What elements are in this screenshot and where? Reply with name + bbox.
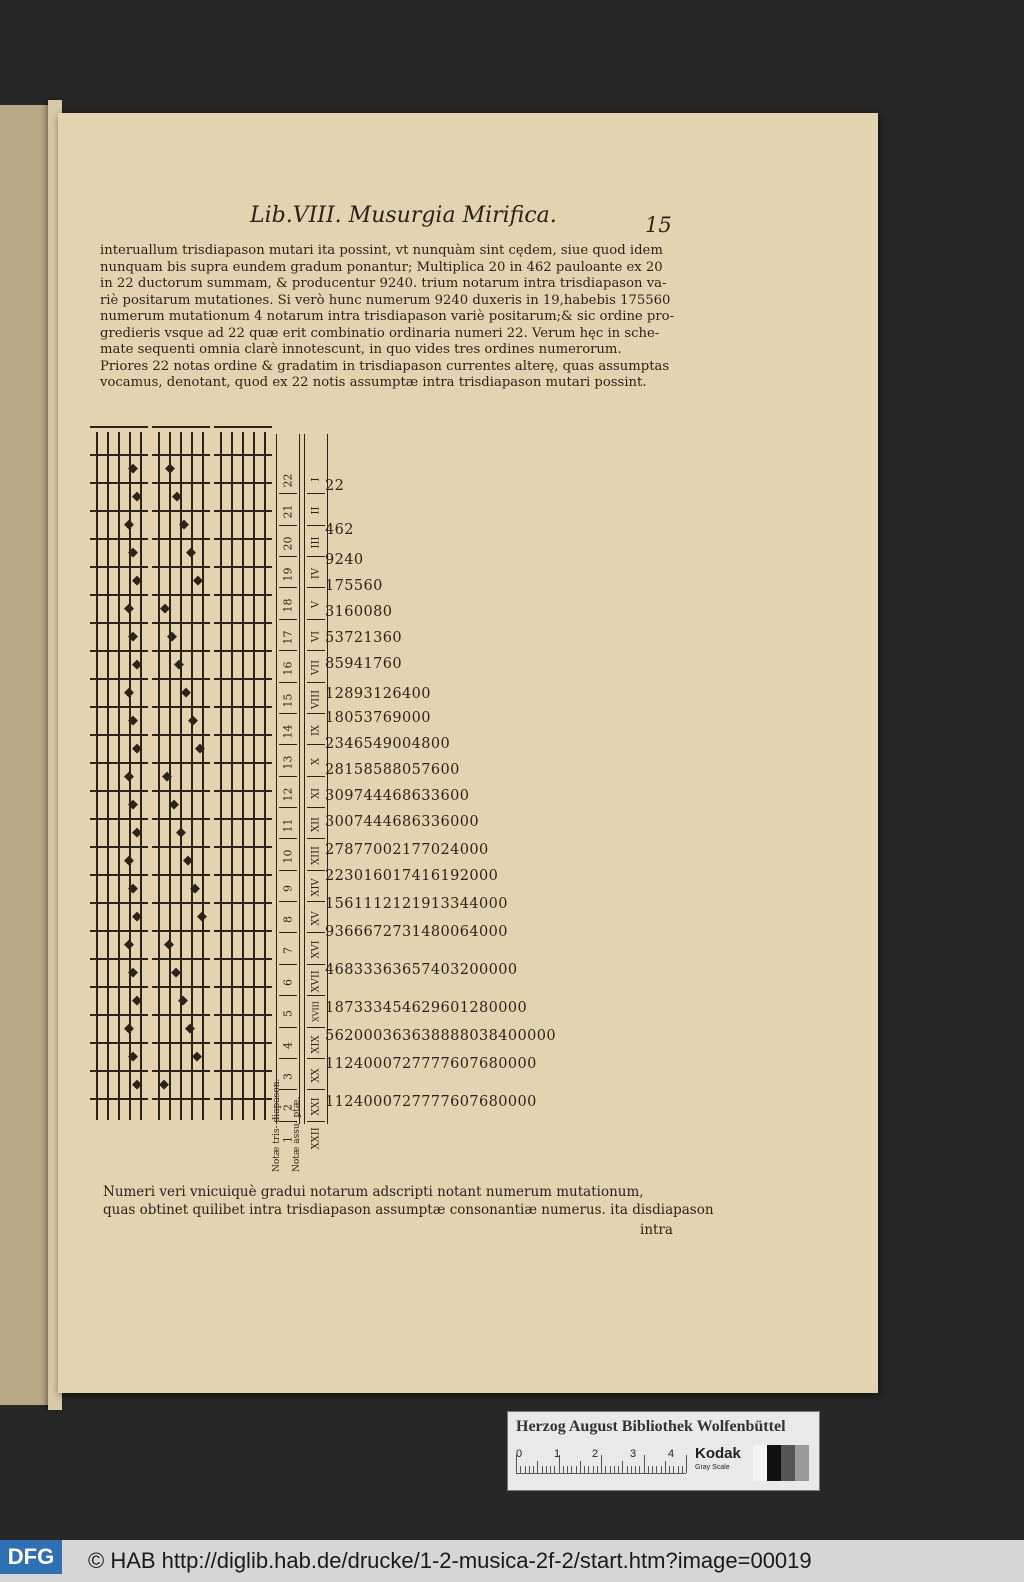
intro-line: in 22 ductorum summam, & producentur 9240. trium notarum intra trisdiapason va- — [100, 276, 667, 291]
note-glyph: ◆ — [190, 881, 200, 896]
row-separator — [307, 1027, 325, 1028]
staff-line — [118, 432, 120, 1120]
note-glyph: ◆ — [128, 461, 138, 476]
mutation-number: 2346549004800 — [325, 736, 451, 752]
note-glyph: ◆ — [160, 601, 170, 616]
dfg-logo: DFG — [0, 1540, 62, 1574]
note-glyph: ◆ — [183, 853, 193, 868]
ruler-label: 3 — [630, 1448, 637, 1460]
staff-line — [231, 432, 233, 1120]
staff-line — [96, 432, 98, 1120]
color-calibration-card — [507, 1411, 820, 1491]
row-separator — [279, 587, 297, 588]
row-separator — [279, 619, 297, 620]
trisdiapason-number: 22 — [281, 473, 295, 488]
ruler-label: 1 — [554, 1448, 561, 1460]
roman-numeral: XVIII — [311, 1001, 321, 1023]
ruler-tick — [614, 1466, 615, 1473]
note-glyph: ◆ — [128, 965, 138, 980]
row-separator — [307, 1058, 325, 1059]
ruler-tick — [537, 1461, 538, 1473]
note-glyph: ◆ — [192, 1049, 202, 1064]
staff-column-c — [214, 426, 272, 1126]
roman-numeral: VIII — [310, 689, 322, 709]
mutation-number: 223016017416192000 — [325, 868, 499, 884]
mutation-number: 53721360 — [325, 630, 403, 646]
roman-numeral: II — [310, 506, 322, 515]
note-glyph: ◆ — [176, 825, 186, 840]
ruler-tick — [656, 1466, 657, 1473]
row-separator — [307, 870, 325, 871]
row-separator — [279, 713, 297, 714]
note-glyph: ◆ — [124, 853, 134, 868]
roman-numeral: I — [310, 477, 322, 482]
mutation-number: 462 — [325, 522, 354, 538]
trisdiapason-number: 13 — [281, 755, 295, 770]
trisdiapason-number: 7 — [281, 947, 295, 955]
ruler-tick — [597, 1466, 598, 1473]
row-separator — [279, 838, 297, 839]
roman-numeral: IV — [310, 568, 322, 580]
ruler-tick — [571, 1466, 572, 1473]
library-name: Herzog August Bibliothek Wolfenbüttel — [516, 1418, 786, 1435]
note-glyph: ◆ — [124, 1021, 134, 1036]
gray-patch — [767, 1445, 781, 1481]
roman-numeral: VII — [310, 660, 322, 676]
trisdiapason-number: 8 — [281, 916, 295, 924]
intro-line: mate sequenti omnia clarè innotescunt, in quo vides tres ordines numerorum. — [100, 342, 622, 357]
column-footer-label: Notæ assu- ptæ. — [292, 1096, 302, 1172]
ruler-tick — [542, 1466, 543, 1473]
staff-line — [140, 432, 142, 1120]
note-glyph: ◆ — [165, 461, 175, 476]
row-separator — [307, 807, 325, 808]
trisdiapason-number: 19 — [281, 567, 295, 582]
mutation-number: 22 — [325, 478, 345, 494]
row-separator — [279, 932, 297, 933]
staff-line — [191, 432, 193, 1120]
row-separator — [307, 682, 325, 683]
ruler-tick — [525, 1466, 526, 1473]
note-glyph: ◆ — [174, 657, 184, 672]
staff-line — [220, 432, 222, 1120]
bottom-line: quas obtinet quilibet intra trisdiapason assumptæ consonantiæ numerus. ita disdiapason — [103, 1202, 714, 1218]
note-glyph: ◆ — [181, 685, 191, 700]
roman-numeral: XII — [310, 816, 322, 833]
ruler-tick — [593, 1466, 594, 1473]
mutation-number: 1124000727777607680000 — [325, 1094, 537, 1110]
row-separator — [307, 525, 325, 526]
note-glyph: ◆ — [195, 741, 205, 756]
note-glyph: ◆ — [178, 993, 188, 1008]
intro-line: vocamus, denotant, quod ex 22 notis assumptæ intra trisdiapason mutari possint. — [100, 375, 647, 390]
trisdiapason-number-column — [276, 434, 300, 1143]
ruler-tick — [661, 1466, 662, 1473]
mutation-number: 309744468633600 — [325, 788, 470, 804]
trisdiapason-number: 9 — [281, 884, 295, 892]
staff-line — [242, 432, 244, 1120]
row-separator — [279, 776, 297, 777]
mutation-number: 175560 — [325, 578, 383, 594]
mutation-number: 85941760 — [325, 656, 403, 672]
scale-ruler — [516, 1445, 686, 1474]
row-separator — [279, 1027, 297, 1028]
trisdiapason-number: 3 — [281, 1072, 295, 1080]
row-separator — [307, 964, 325, 965]
intro-line: Priores 22 notas ordine & gradatim in trisdiapason currentes alterę, quas assumptas — [100, 358, 670, 374]
ruler-label: 4 — [668, 1448, 675, 1460]
roman-numeral: XIII — [310, 846, 322, 866]
row-separator — [279, 650, 297, 651]
roman-numeral: XVI — [310, 940, 322, 960]
mutation-number: 187333454629601280000 — [325, 1000, 528, 1016]
gray-patch — [795, 1445, 809, 1481]
trisdiapason-number: 17 — [281, 630, 295, 645]
mutation-number: 46833363657403200000 — [325, 962, 518, 978]
mutation-number: 28158588057600 — [325, 762, 460, 778]
trisdiapason-number: 4 — [281, 1041, 295, 1049]
row-separator — [279, 493, 297, 494]
roman-numeral: IX — [310, 724, 322, 736]
ruler-tick — [673, 1466, 674, 1473]
ruler-tick — [644, 1455, 645, 1473]
ruler-label: 2 — [592, 1448, 599, 1460]
ruler-tick — [635, 1466, 636, 1473]
roman-numeral: XIV — [310, 878, 322, 897]
note-glyph: ◆ — [124, 937, 134, 952]
note-glyph: ◆ — [124, 601, 134, 616]
note-glyph: ◆ — [132, 573, 142, 588]
mutation-number: 18053769000 — [325, 710, 431, 726]
note-glyph: ◆ — [132, 741, 142, 756]
ruler-tick — [576, 1466, 577, 1473]
staff-line — [202, 432, 204, 1120]
row-separator — [279, 525, 297, 526]
running-head: Lib.VIII. Musurgia Mirifica. — [250, 203, 557, 228]
row-separator — [307, 1121, 325, 1122]
note-glyph: ◆ — [132, 909, 142, 924]
row-separator — [307, 901, 325, 902]
mutation-numbers-column — [325, 478, 565, 1118]
mutation-number: 562000363638888038400000 — [325, 1028, 557, 1044]
row-separator — [279, 744, 297, 745]
note-glyph: ◆ — [128, 629, 138, 644]
ruler-tick — [520, 1466, 521, 1473]
mutation-number: 12893126400 — [325, 686, 431, 702]
note-glyph: ◆ — [132, 489, 142, 504]
note-glyph: ◆ — [124, 517, 134, 532]
ruler-tick — [618, 1466, 619, 1473]
staff-rule — [214, 426, 272, 428]
ruler-tick — [563, 1466, 564, 1473]
ruler-tick — [529, 1466, 530, 1473]
kodak-brand: Kodak — [695, 1445, 741, 1462]
roman-numeral: XVII — [310, 970, 322, 993]
trisdiapason-number: 14 — [281, 724, 295, 739]
row-separator — [279, 682, 297, 683]
row-separator — [279, 870, 297, 871]
row-separator — [307, 932, 325, 933]
row-separator — [279, 556, 297, 557]
trisdiapason-number: 5 — [281, 1010, 295, 1018]
note-glyph: ◆ — [132, 1077, 142, 1092]
note-glyph: ◆ — [128, 545, 138, 560]
ruler-label: 0 — [516, 1448, 523, 1460]
row-separator — [279, 1058, 297, 1059]
ruler-tick — [686, 1455, 687, 1473]
mutation-number: 3007444686336000 — [325, 814, 480, 830]
trisdiapason-number: 21 — [281, 504, 295, 519]
roman-numeral: XXII — [310, 1126, 322, 1150]
row-separator — [307, 619, 325, 620]
ruler-tick — [550, 1466, 551, 1473]
note-glyph: ◆ — [162, 769, 172, 784]
intro-line: numerum mutationum 4 notarum intra trisdiapason variè positarum;& sic ordine pro- — [100, 309, 675, 324]
ruler-tick — [652, 1466, 653, 1473]
bottom-paragraph — [103, 1183, 714, 1219]
row-separator — [307, 744, 325, 745]
note-glyph: ◆ — [159, 1077, 169, 1092]
ruler-tick — [622, 1461, 623, 1473]
row-separator — [307, 838, 325, 839]
mutation-number: 9240 — [325, 552, 364, 568]
note-glyph: ◆ — [124, 769, 134, 784]
ruler-tick — [554, 1466, 555, 1473]
roman-numeral: XI — [310, 787, 322, 799]
bottom-line: Numeri veri vnicuiquè gradui notarum adscripti notant numerum mutationum, — [103, 1184, 644, 1200]
ruler-tick — [533, 1466, 534, 1473]
trisdiapason-number: 20 — [281, 536, 295, 551]
staff-column-b — [152, 426, 210, 1126]
ruler-tick — [639, 1466, 640, 1473]
staff-rule — [152, 426, 210, 428]
staff-line — [180, 432, 182, 1120]
mutation-number: 1561112121913344000 — [325, 896, 508, 912]
note-glyph: ◆ — [188, 713, 198, 728]
row-separator — [307, 713, 325, 714]
trisdiapason-number: 16 — [281, 661, 295, 676]
trisdiapason-number: 2 — [281, 1104, 295, 1112]
row-separator — [307, 587, 325, 588]
note-glyph: ◆ — [197, 909, 207, 924]
roman-numeral: XV — [310, 911, 322, 926]
ruler-tick — [631, 1466, 632, 1473]
ruler-tick — [588, 1466, 589, 1473]
trisdiapason-number: 1 — [281, 1135, 295, 1143]
roman-numeral: XX — [310, 1068, 322, 1083]
note-glyph: ◆ — [124, 685, 134, 700]
ruler-tick — [580, 1461, 581, 1473]
row-separator — [307, 776, 325, 777]
note-glyph: ◆ — [167, 629, 177, 644]
column-footer-label: Notæ tris- diapason. — [272, 1078, 282, 1172]
roman-numeral: III — [310, 536, 322, 549]
note-glyph: ◆ — [128, 713, 138, 728]
mutation-number: 3160080 — [325, 604, 393, 620]
intro-paragraph — [100, 243, 705, 392]
staff-rule — [90, 426, 148, 428]
catchword: intra — [640, 1222, 673, 1238]
ruler-tick — [605, 1466, 606, 1473]
roman-numeral: V — [310, 601, 322, 609]
ruler-tick — [678, 1466, 679, 1473]
note-glyph: ◆ — [132, 993, 142, 1008]
note-glyph: ◆ — [169, 797, 179, 812]
note-glyph: ◆ — [164, 937, 174, 952]
staff-line — [107, 432, 109, 1120]
roman-numeral: X — [310, 758, 322, 766]
note-glyph: ◆ — [128, 1049, 138, 1064]
mutation-number: 27877002177024000 — [325, 842, 489, 858]
roman-numeral: VI — [310, 630, 322, 642]
note-glyph: ◆ — [132, 657, 142, 672]
note-glyph: ◆ — [132, 825, 142, 840]
row-separator — [307, 493, 325, 494]
gray-scale-label: Gray Scale — [695, 1464, 730, 1471]
trisdiapason-number: 18 — [281, 598, 295, 613]
roman-numeral: XXI — [310, 1097, 322, 1116]
note-glyph: ◆ — [171, 965, 181, 980]
ruler-tick — [682, 1466, 683, 1473]
ruler-tick — [627, 1466, 628, 1473]
gray-patches — [753, 1445, 809, 1481]
row-separator — [279, 807, 297, 808]
mutation-number: 9366672731480064000 — [325, 924, 508, 940]
row-separator — [307, 556, 325, 557]
note-glyph: ◆ — [185, 1021, 195, 1036]
trisdiapason-number: 10 — [281, 849, 295, 864]
staff-line — [158, 432, 160, 1120]
row-separator — [279, 964, 297, 965]
intro-line: gredieris vsque ad 22 quæ erit combinatio ordinaria numeri 22. Verum hęc in sche- — [100, 325, 660, 341]
trisdiapason-number: 11 — [281, 818, 295, 833]
ruler-tick — [567, 1466, 568, 1473]
note-glyph: ◆ — [186, 545, 196, 560]
intro-line: interuallum trisdiapason mutari ita possint, vt nunquàm sint cędem, siue quod idem — [100, 243, 663, 258]
row-separator — [307, 1089, 325, 1090]
gray-patch — [781, 1445, 795, 1481]
intro-line: nunquam bis supra eundem gradum ponantur; Multiplica 20 in 462 pauloante ex 20 — [100, 259, 663, 275]
trisdiapason-number: 15 — [281, 693, 295, 708]
note-glyph: ◆ — [172, 489, 182, 504]
ruler-tick — [665, 1461, 666, 1473]
staff-column-a — [90, 426, 148, 1126]
ruler-tick — [601, 1455, 602, 1473]
roman-numeral: XIX — [310, 1034, 322, 1054]
row-separator — [279, 901, 297, 902]
note-glyph: ◆ — [128, 881, 138, 896]
gray-patch — [753, 1445, 767, 1481]
trisdiapason-number: 12 — [281, 787, 295, 802]
ruler-tick — [648, 1466, 649, 1473]
row-separator — [307, 650, 325, 651]
ruler-tick — [584, 1466, 585, 1473]
page-number: 15 — [645, 213, 672, 237]
note-glyph: ◆ — [179, 517, 189, 532]
trisdiapason-number: 6 — [281, 978, 295, 986]
mutation-number: 1124000727777607680000 — [325, 1056, 537, 1072]
staff-line — [253, 432, 255, 1120]
intro-line: riè positarum mutationes. Si verò hunc numerum 9240 duxeris in 19,habebis 175560 — [100, 292, 671, 308]
ruler-tick — [546, 1466, 547, 1473]
source-url[interactable]: © HAB http://diglib.hab.de/drucke/1-2-musica-2f-2/start.htm?image=00019 — [88, 1548, 812, 1573]
ruler-tick — [610, 1466, 611, 1473]
row-separator — [279, 995, 297, 996]
note-glyph: ◆ — [193, 573, 203, 588]
row-separator — [307, 995, 325, 996]
ruler-tick — [669, 1466, 670, 1473]
staff-line — [264, 432, 266, 1120]
note-glyph: ◆ — [128, 797, 138, 812]
